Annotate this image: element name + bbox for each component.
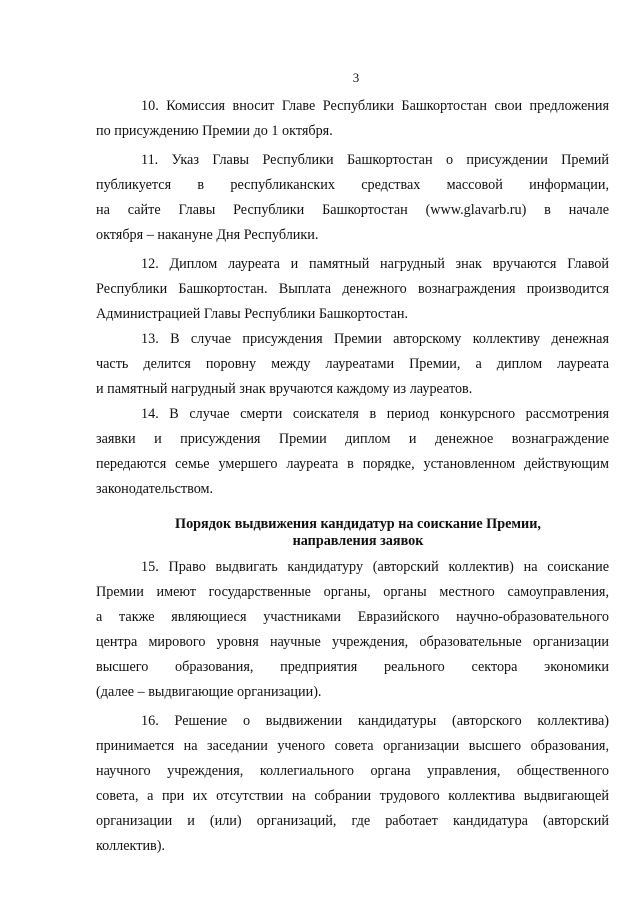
paragraph-15-line-3: а также являющиеся участниками Евразийского научно-образовательного [96,609,609,625]
paragraph-15-line-6: (далее – выдвигающие организации). [96,684,322,700]
paragraph-15-line-5: высшего образования, предприятия реального сектора экономики [96,659,609,675]
paragraph-13-line-2: часть делится поровну между лауреатами Премии, а диплом лауреата [96,356,609,372]
paragraph-10-line-1: 10. Комиссия вносит Главе Республики Башкортостан свои предложения [141,98,609,114]
section-heading-line-2: направления заявок [292,533,424,549]
paragraph-15-line-1: 15. Право выдвигать кандидатуру (авторский коллектив) на соискание [141,559,609,575]
paragraph-14-line-3: передаются семье умершего лауреата в порядке, установленном действующим [96,456,609,472]
paragraph-14-line-1: 14. В случае смерти соискателя в период конкурсного рассмотрения [141,406,609,422]
paragraph-16-line-5: организации и (или) организаций, где работает кандидатура (авторский [96,813,609,829]
paragraph-11-line-1: 11. Указ Главы Республики Башкортостан о присуждении Премий [141,152,609,168]
paragraph-15-line-2: Премии имеют государственные органы, органы местного самоуправления, [96,584,609,600]
paragraph-13-line-1: 13. В случае присуждения Премии авторскому коллективу денежная [141,331,609,347]
paragraph-11-line-2: публикуется в республиканских средствах массовой информации, [96,177,609,193]
paragraph-16-line-2: принимается на заседании ученого совета организации высшего образования, [96,738,609,754]
paragraph-16-line-6: коллектив). [96,838,166,854]
paragraph-11-line-4: октября – накануне Дня Республики. [96,227,319,243]
paragraph-12-line-3: Администрацией Главы Республики Башкортостан. [96,306,409,322]
paragraph-11-line-3: на сайте Главы Республики Башкортостан (www.glavarb.ru) в начале [96,202,609,218]
page-number: 3 [352,70,360,85]
paragraph-13-line-3: и памятный нагрудный знак вручаются каждому из лауреатов. [96,381,473,397]
paragraph-14-line-2: заявки и присуждения Премии диплом и денежное вознаграждение [96,431,609,447]
paragraph-15-line-4: центра мирового уровня научные учреждения, образовательные организации [96,634,609,650]
paragraph-14-line-4: законодательством. [96,481,214,497]
paragraph-12-line-1: 12. Диплом лауреата и памятный нагрудный знак вручаются Главой [141,256,609,272]
paragraph-12-line-2: Республики Башкортостан. Выплата денежного вознаграждения производится [96,281,609,297]
section-heading-line-1: Порядок выдвижения кандидатур на соискание Премии, [175,516,541,532]
paragraph-10-line-2: по присуждению Премии до 1 октября. [96,123,333,139]
paragraph-16-line-3: научного учреждения, коллегиального органа управления, общественного [96,763,609,779]
paragraph-16-line-4: совета, а при их отсутствии на собрании трудового коллектива выдвигающей [96,788,609,804]
paragraph-16-line-1: 16. Решение о выдвижении кандидатуры (авторского коллектива) [141,713,609,729]
